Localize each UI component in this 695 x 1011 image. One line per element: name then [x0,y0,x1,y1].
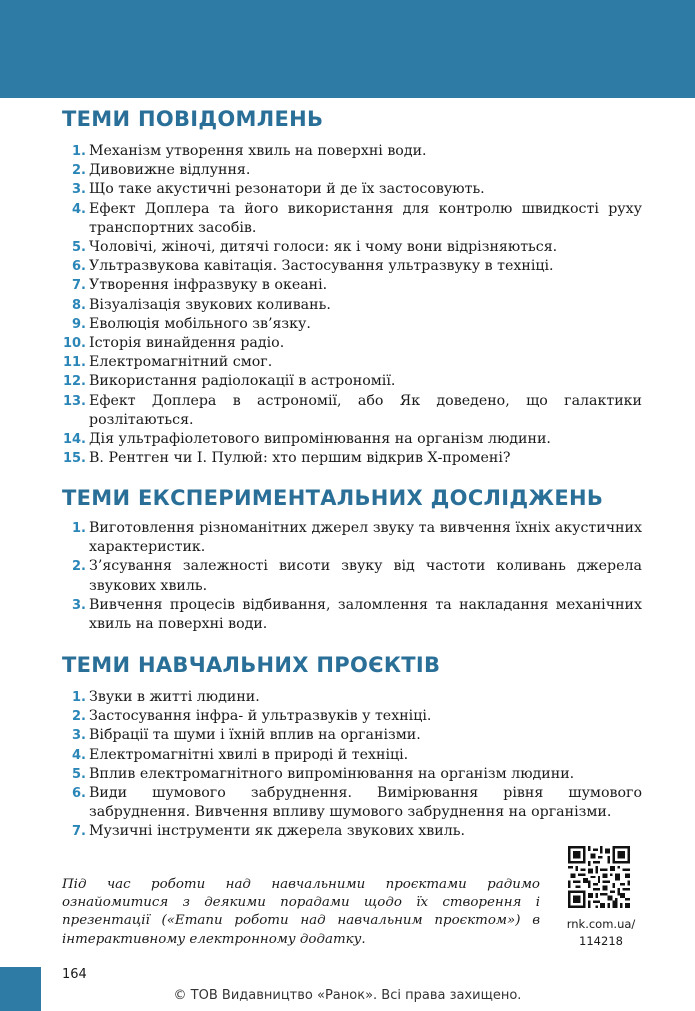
item-text: Ефект Доплера та його використання для контролю швидкості руху транспортних засобів. [89,200,642,236]
item-text: Що таке акустичні резонатори й де їх застосовують. [89,181,485,198]
item-text: Вивчення процесів відбивання, заломлення та накладання механічних хвиль на поверхні води. [89,596,642,633]
list-item [62,392,642,430]
list-item [62,688,642,707]
project-note: Під час роботи над навчальними проєктами радимо ознайомитися з деякими порадами щодо їх створення і презентації («Етапи роботи над навчальним проєктом») в інтерактивному електронному додатку. [62,877,540,947]
item-number: 7. [72,824,86,840]
item-text: Ультразвукова кавітація. Застосування ультразвуку в техніці. [89,258,554,275]
item-number: 5. [72,766,86,782]
list-item [62,180,642,199]
section-title-reports: ТЕМИ ПОВІДОМЛЕНЬ [62,107,324,131]
list-item [62,161,642,180]
list-item [62,315,642,334]
item-number: 1. [72,144,86,159]
item-number: 1. [72,690,86,705]
list-item [62,334,642,353]
section-title-experiments: ТЕМИ ЕКСПЕРИМЕНТАЛЬНИХ ДОСЛІДЖЕНЬ [62,486,604,510]
list-item [62,784,642,822]
header-band [0,0,695,98]
item-number: 6. [72,786,86,802]
item-text: Електромагнітні хвилі в природі й техніці. [89,746,409,763]
item-text: В. Рентген чи І. Пулюй: хто першим відкрив Х-промені? [89,450,511,467]
reports-list [62,142,642,468]
item-text: Утворення інфразвуку в океані. [89,277,328,294]
projects-list [62,688,642,842]
item-text: Виготовлення різноманітних джерел звуку та вивчення їхніх акустичних характеристик. [89,520,642,556]
item-number: 10. [62,336,86,352]
item-text: Електромагнітний смог. [89,354,273,371]
item-number: 9. [72,316,86,332]
list-item [62,596,642,634]
list-item [62,276,642,295]
list-item [62,142,642,161]
item-number: 7. [72,278,86,294]
item-number: 11. [62,355,86,371]
item-text: Види шумового забруднення. Вимірювання рівня шумового забруднення. Вивчення впливу шумового забруднення на організми. [89,785,642,821]
item-text: Візуалізація звукових коливань. [89,296,331,313]
list-item [62,449,642,468]
list-item [62,726,642,745]
item-number: 13. [62,393,86,409]
item-number: 2. [72,163,86,179]
list-item [62,822,642,841]
item-text: Вплив електромагнітного випромінювання на організм людини. [89,765,575,782]
item-text: Чоловічі, жіночі, дитячі голоси: як і чому вони відрізняються. [89,239,558,256]
item-text: Дія ультрафіолетового випромінювання на організм людини. [89,431,551,448]
list-item [62,765,642,784]
item-number: 6. [72,259,86,275]
qr-link-code: 114218 [579,934,623,948]
item-number: 2. [72,709,86,725]
item-number: 8. [72,297,86,313]
list-item [62,372,642,391]
item-number: 12. [62,374,86,390]
qr-link[interactable] [556,916,646,950]
item-number: 14. [62,432,86,448]
list-item [62,557,642,595]
list-item [62,746,642,765]
item-text: Використання радіолокації в астрономії. [89,373,396,390]
item-text: Історія винайдення радіо. [89,335,285,352]
item-text: Звуки в житті людини. [89,689,260,705]
item-number: 2. [72,559,86,575]
experiments-list [62,519,642,634]
item-text: З’ясування залежності висоти звуку від частоти коливань джерела звукових хвиль. [89,558,642,594]
list-item [62,519,642,557]
list-item [62,238,642,257]
item-text: Застосування інфра- й ультразвуків у техніці. [89,708,432,725]
item-text: Еволюція мобільного зв’язку. [89,315,311,332]
item-text: Дивовижне відлуння. [89,162,251,179]
item-text: Вібрації та шуми і їхній вплив на організми. [89,727,421,744]
item-text: Музичні інструменти як джерела звукових хвиль. [89,823,465,840]
list-item [62,430,642,449]
item-number: 4. [72,747,86,763]
copyright-notice: © ТОВ Видавництво «Ранок». Всі права захищено. [173,988,522,1003]
item-number: 3. [72,597,86,613]
list-item [62,257,642,276]
section-title-projects: ТЕМИ НАВЧАЛЬНИХ ПРОЄКТІВ [62,653,441,677]
item-number: 3. [72,182,86,198]
qr-link-domain: rnk.com.ua/ [566,917,636,931]
item-number: 4. [72,201,86,217]
item-number: 3. [72,728,86,744]
item-number: 15. [62,451,86,467]
qr-code-icon[interactable] [568,846,630,908]
item-number: 1. [72,521,86,536]
list-item [62,200,642,238]
list-item [62,296,642,315]
list-item [62,707,642,726]
item-text: Механізм утворення хвиль на поверхні води. [89,143,427,159]
list-item [62,353,642,372]
page-number: 164 [62,967,87,982]
item-text: Ефект Доплера в астрономії, або Як доведено, що галактики розлітаються. [89,392,642,428]
item-number: 5. [72,240,86,256]
